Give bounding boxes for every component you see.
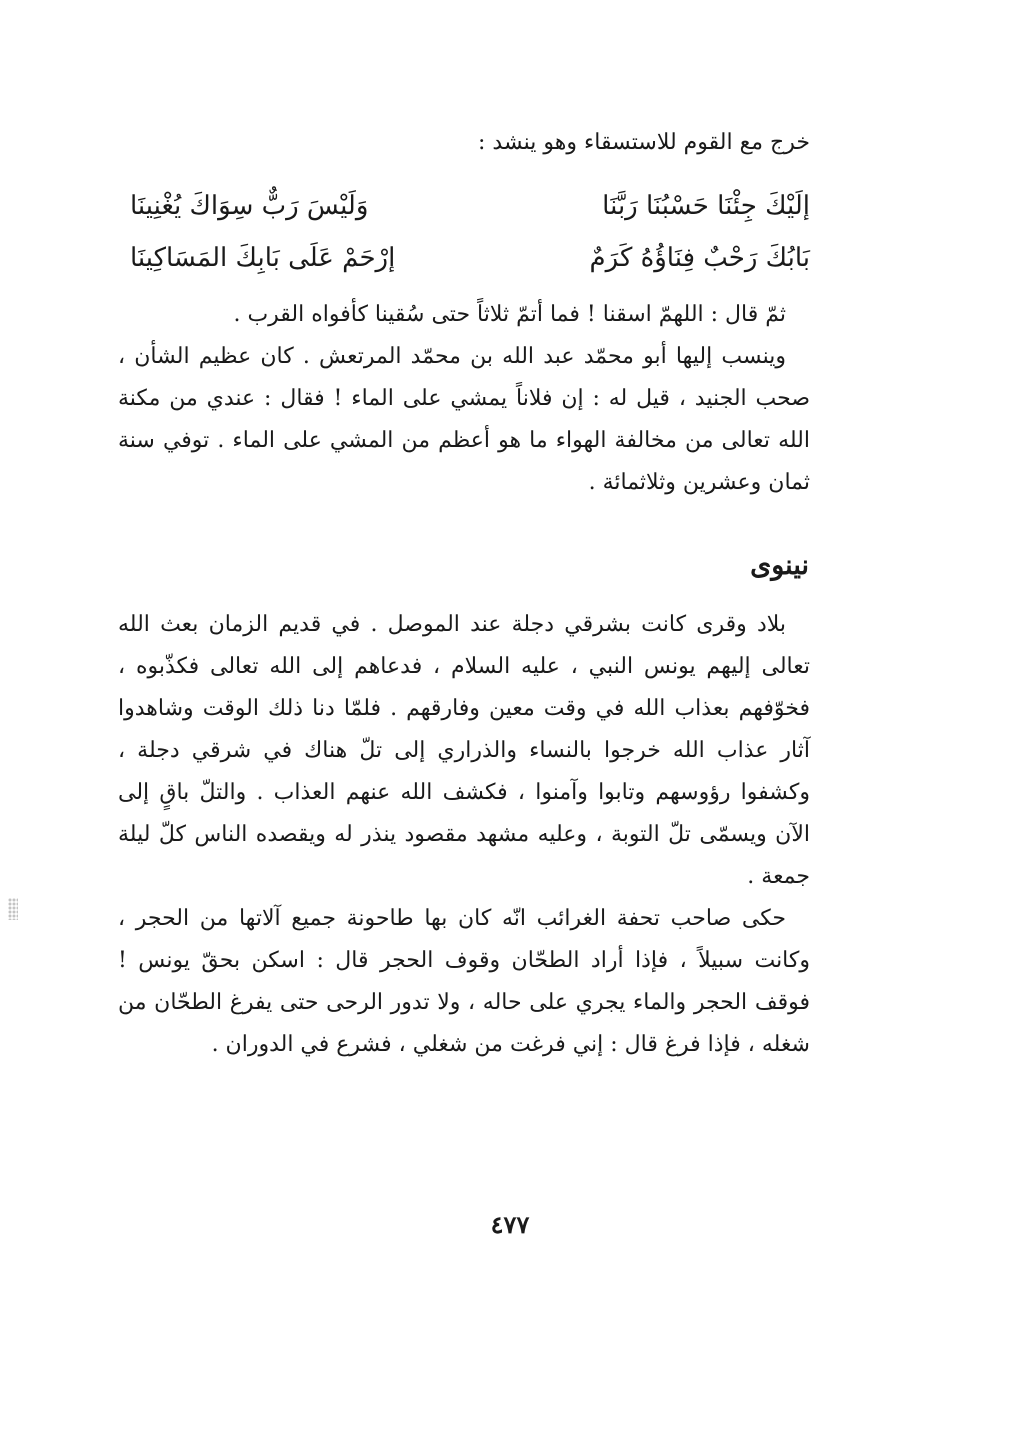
paragraph: ثمّ قال : اللهمّ اسقنا ! فما أتمّ ثلاثاً حتى سُقينا كأفواه القرب .	[233, 302, 786, 327]
verse-line-2	[130, 232, 810, 284]
paragraph: حكى صاحب تحفة الغرائب انّه كان بها طاحونة جميع آلاتها من الحجر ، وكانت سبيلاً ، فإذا أراد الطحّان وقوف الحجر قال : اسكن بحقّ يونس ! فوقف الحجر والماء يجري على حاله ، ولا تدور الرحى حتى يفرغ الطحّان من شغله ، فإذا فرغ قال : إني فرغت من شغلي ، فشرع في الدوران .	[118, 906, 810, 1057]
verse-1-second-hemistich: وَلَيْسَ رَبٌّ سِوَاكَ يُغْنِينَا	[130, 191, 369, 221]
verse-1-first-hemistich: إلَيْكَ جِئْنَا حَسْبُنَا رَبَّنَا	[602, 191, 810, 221]
verse-2-first-hemistich: بَابُكَ رَحْبٌ فِنَاؤُهُ كَرَمٌ	[589, 243, 810, 273]
section1-body	[118, 294, 810, 504]
paragraph: وينسب إليها أبو محمّد عبد الله بن محمّد المرتعش . كان عظيم الشأن ، صحب الجنيد ، قيل له : إن فلاناً يمشي على الماء ! فقال : عندي من مكنة الله تعالى من مخالفة الهواء ما هو أعظم من المشي على الماء . توفي سنة ثمان وعشرين وثلاثمائة .	[118, 344, 810, 495]
intro-text: خرج مع القوم للاستسقاء وهو ينشد :	[478, 130, 810, 155]
scan-speck	[8, 898, 18, 920]
paragraph: بلاد وقرى كانت بشرقي دجلة عند الموصل . في قديم الزمان بعث الله تعالى إليهم يونس النبي ، عليه السلام ، فدعاهم إلى الله تعالى فكذّبوه ، فخوّفهم بعذاب الله في وقت معين وفارقهم . فلمّا دنا ذلك الوقت وشاهدوا آثار عذاب الله خرجوا بالنساء والذراري إلى تلّ هناك في شرقي دجلة ، وكشفوا رؤوسهم وتابوا وآمنوا ، فكشف الله عنهم العذاب . والتلّ باقٍ إلى الآن ويسمّى تلّ التوبة ، وعليه مشهد مقصود ينذر له ويقصده الناس كلّ ليلة جمعة .	[118, 612, 810, 889]
page-number: ٤٧٧	[490, 1210, 530, 1239]
verse-2-second-hemistich: إرْحَمْ عَلَى بَابِكَ المَسَاكِينَا	[130, 243, 396, 273]
intro-line	[118, 122, 810, 164]
section-heading: نينوى	[750, 550, 809, 581]
section2-body	[118, 604, 810, 1066]
poem-verses	[130, 180, 810, 284]
verse-line-1	[130, 180, 810, 232]
